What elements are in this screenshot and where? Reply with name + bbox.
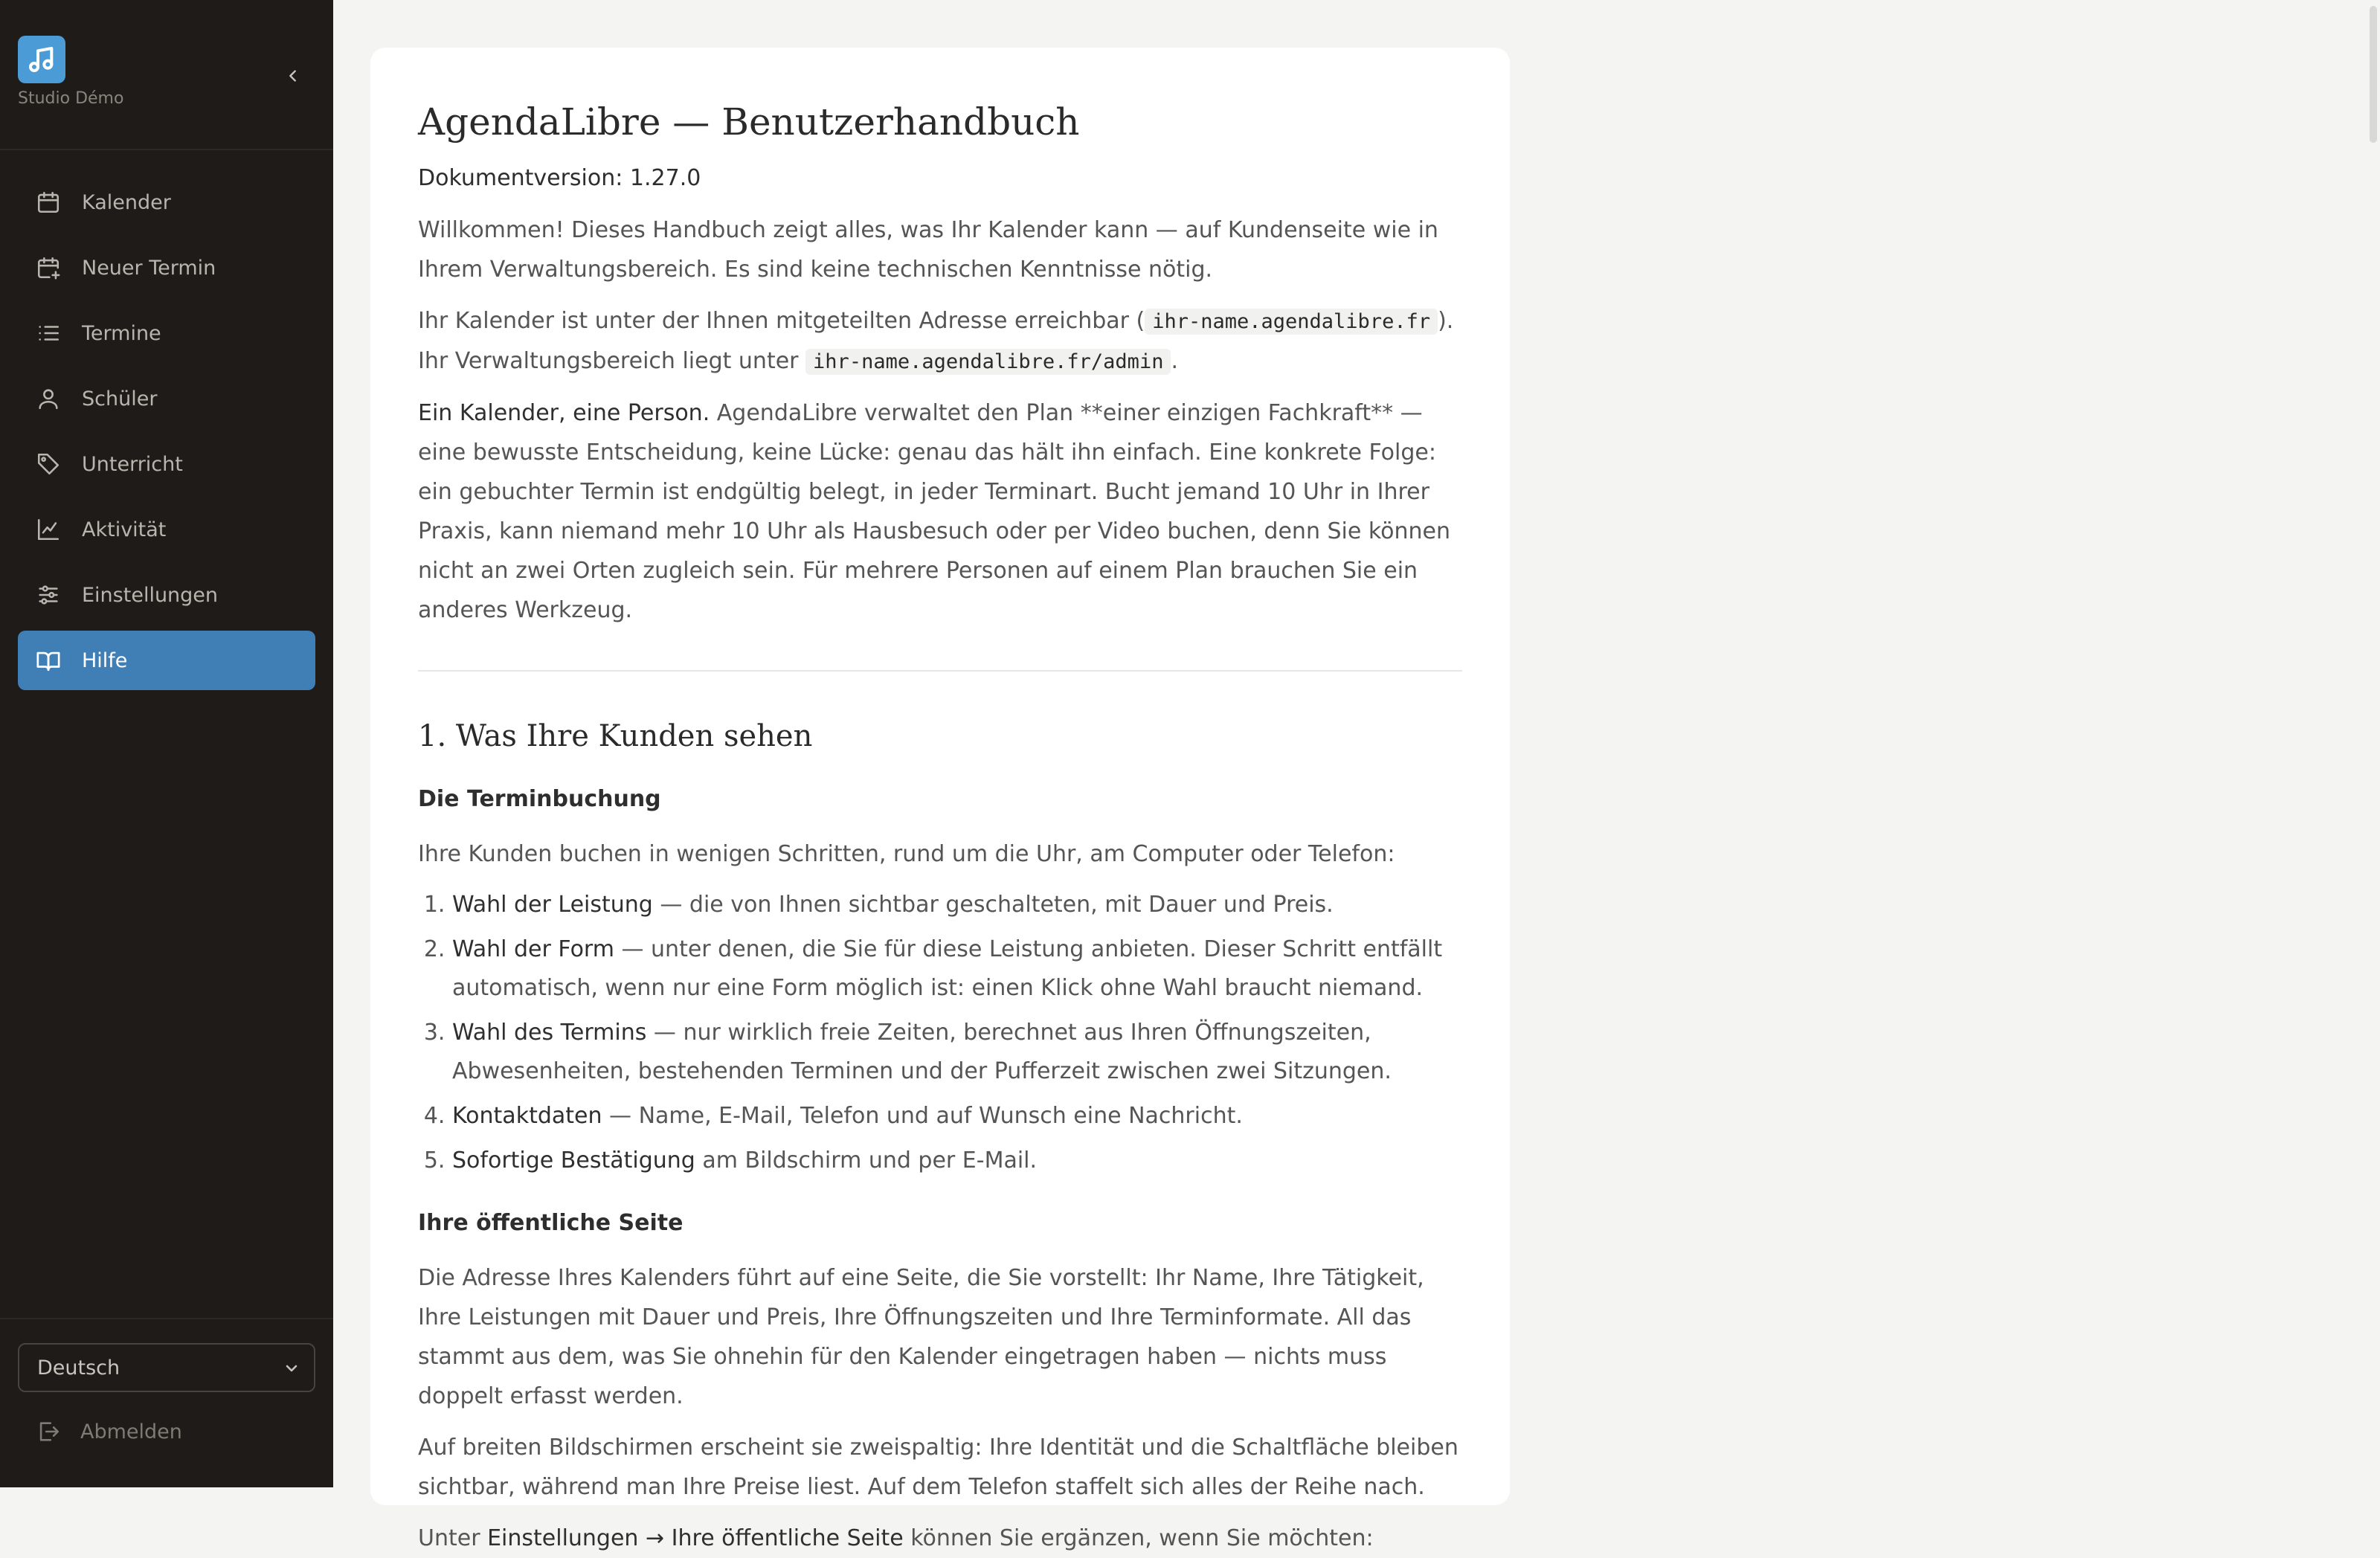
page-scrollbar[interactable] bbox=[2367, 0, 2380, 1487]
sidebar-divider-bottom bbox=[0, 1318, 333, 1319]
public-page-layout-paragraph: Auf breiten Bildschirmen erscheint sie zweispaltig: Ihre Identität und die Schaltfläche bleiben sichtbar, während man Ihre Preise liest. Auf dem Telefon staffelt sich alles der Reihe nach. bbox=[418, 1435, 1458, 1500]
calendar-address-code: ihr-name.agendalibre.fr bbox=[1145, 309, 1438, 335]
page-title: AgendaLibre — Benutzerhandbuch bbox=[418, 100, 1080, 144]
user-icon bbox=[36, 386, 61, 411]
list-item: 1. Wahl der Leistung — die von Ihnen sichtbar geschalteten, mit Dauer und Preis. bbox=[452, 886, 1462, 924]
sidebar-item-label: Aktivität bbox=[82, 518, 167, 541]
sidebar-item-schueler[interactable] bbox=[18, 369, 315, 428]
one-person-paragraph: Ein Kalender, eine Person. AgendaLibre verwaltet den Plan **einer einzigen Fachkraft** — eine bewusste Entscheidung, keine Lücke: genau das hält ihn einfach. Eine konkrete Folge: ein gebuchter Termin ist endgültig belegt, in jeder Terminart. Bucht jemand 10 Uhr in Ihrer Praxis, kann niemand mehr 10 Uhr als Hausbesuch oder per Video buchen, denn Sie können nicht an zwei Orten zugleich sein. Für mehrere Personen auf einem Plan brauchen Sie ein anderes Werkzeug. bbox=[418, 400, 1451, 623]
help-document bbox=[370, 48, 1510, 1551]
sidebar-item-hilfe[interactable] bbox=[18, 631, 315, 690]
sidebar-item-label: Termine bbox=[82, 321, 161, 345]
language-select-value: Deutsch bbox=[37, 1356, 120, 1380]
logout-button[interactable] bbox=[36, 1419, 182, 1444]
calendar-plus-icon bbox=[36, 255, 61, 280]
document-version: Dokumentversion: 1.27.0 bbox=[418, 165, 701, 191]
list-icon bbox=[36, 321, 61, 346]
brand-name: Studio Démo bbox=[18, 89, 124, 108]
sidebar-item-label: Einstellungen bbox=[82, 583, 219, 607]
address-paragraph: Ihr Kalender ist unter der Ihnen mitgeteilten Adresse erreichbar ( ihr-name.agendalibre.fr ). Ihr Verwaltungsbereich liegt unter ihr-name.agendalibre.fr/admin . bbox=[418, 308, 1454, 374]
logout-icon bbox=[36, 1419, 61, 1444]
logout-label: Abmelden bbox=[80, 1420, 182, 1443]
subsection-title-public-page: Ihre öffentliche Seite bbox=[418, 1210, 684, 1236]
list-item: 2. Wahl der Form — unter denen, die Sie für diese Leistung anbieten. Dieser Schritt entfällt automatisch, wenn nur eine Form möglich ist: einen Klick ohne Wahl braucht niemand. bbox=[452, 930, 1462, 1008]
section-divider bbox=[418, 670, 1462, 672]
tag-icon bbox=[36, 451, 61, 477]
sidebar-item-aktivitaet[interactable] bbox=[18, 500, 315, 559]
chevron-left-icon bbox=[285, 68, 301, 84]
section-title: 1. Was Ihre Kunden sehen bbox=[418, 719, 813, 753]
public-page-settings-paragraph: Unter Einstellungen → Ihre öffentliche Seite können Sie ergänzen, wenn Sie möchten: bbox=[418, 1525, 1374, 1551]
sliders-icon bbox=[36, 582, 61, 608]
sidebar-item-label: Schüler bbox=[82, 387, 158, 411]
public-page-paragraph: Die Adresse Ihres Kalenders führt auf eine Seite, die Sie vorstellt: Ihr Name, Ihre Tätigkeit, Ihre Leistungen mit Dauer und Preis, Ihre Öffnungszeiten und Ihre Terminformate. All das stammt aus dem, was Sie ohnehin für den Kalender eingetragen haben — nichts muss doppelt erfasst werden. bbox=[418, 1265, 1424, 1409]
sidebar bbox=[0, 0, 333, 1487]
sidebar-item-termine[interactable] bbox=[18, 303, 315, 363]
sidebar-item-label: Kalender bbox=[82, 190, 171, 214]
sidebar-item-einstellungen[interactable] bbox=[18, 565, 315, 625]
music-note-icon bbox=[18, 36, 65, 83]
sidebar-nav bbox=[18, 173, 315, 696]
language-select[interactable] bbox=[18, 1343, 315, 1392]
booking-intro: Ihre Kunden buchen in wenigen Schritten, rund um die Uhr, am Computer oder Telefon: bbox=[418, 841, 1395, 867]
brand bbox=[18, 36, 124, 108]
list-item: 4. Kontaktdaten — Name, E-Mail, Telefon und auf Wunsch eine Nachricht. bbox=[452, 1097, 1462, 1136]
scrollbar-thumb[interactable] bbox=[2370, 6, 2377, 143]
sidebar-divider-top bbox=[0, 149, 333, 150]
booking-steps-list bbox=[418, 886, 1462, 1180]
book-icon bbox=[36, 648, 61, 673]
list-item: 5. Sofortige Bestätigung am Bildschirm und per E-Mail. bbox=[452, 1142, 1462, 1180]
sidebar-item-label: Neuer Termin bbox=[82, 256, 216, 280]
chart-line-icon bbox=[36, 517, 61, 542]
sidebar-item-kalender[interactable] bbox=[18, 173, 315, 232]
sidebar-item-neuer-termin[interactable] bbox=[18, 238, 315, 297]
subsection-title-booking: Die Terminbuchung bbox=[418, 786, 661, 812]
sidebar-item-unterricht[interactable] bbox=[18, 434, 315, 494]
admin-address-code: ihr-name.agendalibre.fr/admin bbox=[805, 349, 1171, 375]
sidebar-item-label: Hilfe bbox=[82, 648, 128, 672]
sidebar-item-label: Unterricht bbox=[82, 452, 183, 476]
intro-paragraph: Willkommen! Dieses Handbuch zeigt alles, was Ihr Kalender kann — auf Kundenseite wie in Ihrem Verwaltungsbereich. Es sind keine technischen Kenntnisse nötig. bbox=[418, 217, 1438, 283]
chevron-down-icon bbox=[283, 1359, 300, 1377]
collapse-sidebar-button[interactable] bbox=[278, 61, 308, 91]
list-item: 3. Wahl des Termins — nur wirklich freie Zeiten, berechnet aus Ihren Öffnungszeiten, Abwesenheiten, bestehenden Terminen und der Pufferzeit zwischen zwei Sitzungen. bbox=[452, 1014, 1462, 1091]
calendar-icon bbox=[36, 190, 61, 215]
